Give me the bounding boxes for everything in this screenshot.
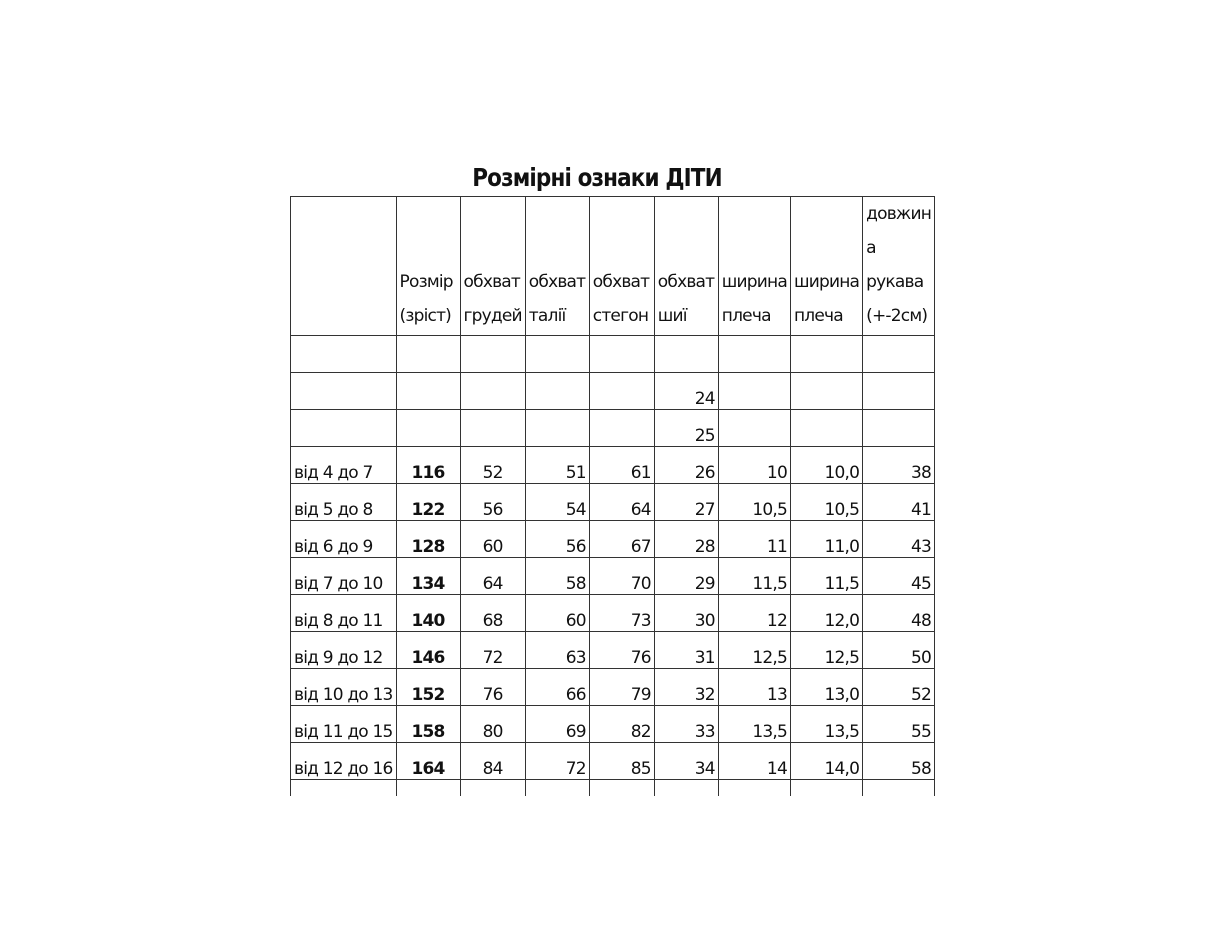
measurement-cell: 84 (460, 743, 525, 780)
measurement-cell (863, 336, 935, 373)
header-cell-line: (+-2см) (866, 306, 928, 326)
size-cell: 146 (396, 632, 460, 669)
table-row (291, 706, 935, 743)
measurement-cell (790, 373, 862, 410)
header-cell (790, 197, 862, 336)
measurement-cell: 12,5 (790, 632, 862, 669)
measurement-cell: 10 (718, 447, 790, 484)
measurement-cell: 68 (460, 595, 525, 632)
measurement-cell (525, 373, 589, 410)
header-cell (291, 197, 397, 336)
header-row (291, 197, 935, 336)
measurement-cell (718, 336, 790, 373)
header-cell-line: обхват (528, 272, 586, 292)
measurement-cell: 60 (460, 521, 525, 558)
measurement-cell: 56 (460, 484, 525, 521)
measurement-cell: 52 (863, 669, 935, 706)
measurement-cell: 85 (589, 743, 654, 780)
header-cell-line: Розмір (399, 272, 453, 292)
header-cell-line: (зріст) (399, 306, 451, 326)
size-cell (396, 373, 460, 410)
table-row (291, 336, 935, 373)
measurement-cell: 58 (525, 558, 589, 595)
size-cell: 158 (396, 706, 460, 743)
measurement-cell: 11,0 (790, 521, 862, 558)
trailing-cell (718, 780, 790, 797)
table-row (291, 410, 935, 447)
measurement-cell (589, 373, 654, 410)
trailing-cell (589, 780, 654, 797)
table-row (291, 484, 935, 521)
header-cell (396, 197, 460, 336)
size-cell: 116 (396, 447, 460, 484)
measurement-cell (790, 410, 862, 447)
measurement-cell (790, 336, 862, 373)
measurement-cell: 13,5 (718, 706, 790, 743)
trailing-cell (396, 780, 460, 797)
measurement-cell: 41 (863, 484, 935, 521)
header-cell-line: а рукава (866, 238, 924, 292)
age-range-cell (291, 373, 397, 410)
measurement-cell: 63 (525, 632, 589, 669)
measurement-cell: 27 (654, 484, 718, 521)
measurement-cell: 38 (863, 447, 935, 484)
age-range-cell: від 8 до 11 (291, 595, 397, 632)
size-cell (396, 336, 460, 373)
measurement-cell: 82 (589, 706, 654, 743)
table-row (291, 595, 935, 632)
measurement-cell: 10,5 (718, 484, 790, 521)
size-cell: 128 (396, 521, 460, 558)
measurement-cell: 72 (525, 743, 589, 780)
measurement-cell: 50 (863, 632, 935, 669)
measurement-cell: 79 (589, 669, 654, 706)
measurement-cell: 56 (525, 521, 589, 558)
table-row (291, 669, 935, 706)
measurement-cell: 52 (460, 447, 525, 484)
measurement-cell: 25 (654, 410, 718, 447)
measurement-cell: 29 (654, 558, 718, 595)
measurement-cell: 76 (460, 669, 525, 706)
header-cell-line: обхват (463, 272, 521, 292)
table-row (291, 558, 935, 595)
measurement-cell (460, 336, 525, 373)
measurement-cell: 60 (525, 595, 589, 632)
measurement-cell: 51 (525, 447, 589, 484)
age-range-cell: від 4 до 7 (291, 447, 397, 484)
measurement-cell: 64 (589, 484, 654, 521)
age-range-cell (291, 410, 397, 447)
header-cell (589, 197, 654, 336)
measurement-cell: 69 (525, 706, 589, 743)
table-trailing-edge (291, 780, 935, 797)
size-cell: 134 (396, 558, 460, 595)
measurement-cell: 66 (525, 669, 589, 706)
measurement-cell: 64 (460, 558, 525, 595)
trailing-cell (525, 780, 589, 797)
measurement-cell: 26 (654, 447, 718, 484)
table-row (291, 447, 935, 484)
measurement-cell: 13,0 (790, 669, 862, 706)
measurement-cell: 48 (863, 595, 935, 632)
trailing-cell (460, 780, 525, 797)
header-cell (460, 197, 525, 336)
header-cell-line: талії (528, 306, 566, 326)
header-cell-line: плеча (721, 306, 771, 326)
age-range-cell: від 11 до 15 (291, 706, 397, 743)
measurement-cell: 45 (863, 558, 935, 595)
size-cell: 164 (396, 743, 460, 780)
measurement-cell: 14 (718, 743, 790, 780)
size-cell: 152 (396, 669, 460, 706)
table-title: Розмірні ознаки ДІТИ (472, 163, 722, 192)
age-range-cell: від 7 до 10 (291, 558, 397, 595)
age-range-cell: від 10 до 13 (291, 669, 397, 706)
header-cell (718, 197, 790, 336)
measurement-cell: 58 (863, 743, 935, 780)
size-chart-table (290, 196, 935, 796)
header-cell (525, 197, 589, 336)
measurement-cell (525, 336, 589, 373)
header-cell (863, 197, 935, 336)
measurement-cell: 33 (654, 706, 718, 743)
measurement-cell: 80 (460, 706, 525, 743)
size-cell (396, 410, 460, 447)
measurement-cell: 31 (654, 632, 718, 669)
size-cell: 122 (396, 484, 460, 521)
measurement-cell: 54 (525, 484, 589, 521)
measurement-cell: 12,5 (718, 632, 790, 669)
measurement-cell (718, 373, 790, 410)
age-range-cell (291, 336, 397, 373)
measurement-cell (863, 373, 935, 410)
table-row (291, 521, 935, 558)
trailing-cell (654, 780, 718, 797)
measurement-cell (525, 410, 589, 447)
measurement-cell: 11,5 (718, 558, 790, 595)
age-range-cell: від 6 до 9 (291, 521, 397, 558)
trailing-cell (863, 780, 935, 797)
header-cell-line: шиї (657, 306, 687, 326)
measurement-cell: 72 (460, 632, 525, 669)
header-cell-line: плеча (793, 306, 843, 326)
measurement-cell: 76 (589, 632, 654, 669)
measurement-cell: 32 (654, 669, 718, 706)
age-range-cell: від 12 до 16 (291, 743, 397, 780)
measurement-cell: 28 (654, 521, 718, 558)
header-cell-line: обхват (592, 272, 650, 292)
measurement-cell: 12 (718, 595, 790, 632)
header-cell-line: грудей (463, 306, 522, 326)
trailing-cell (291, 780, 397, 797)
header-cell-line: обхват (657, 272, 715, 292)
measurement-cell (718, 410, 790, 447)
measurement-cell: 14,0 (790, 743, 862, 780)
table-body (291, 197, 935, 797)
measurement-cell (589, 336, 654, 373)
age-range-cell: від 9 до 12 (291, 632, 397, 669)
measurement-cell: 61 (589, 447, 654, 484)
header-cell-line: стегон (592, 306, 649, 326)
measurement-cell: 30 (654, 595, 718, 632)
measurement-cell: 11,5 (790, 558, 862, 595)
header-cell-line: ширина (793, 272, 860, 292)
measurement-cell (863, 410, 935, 447)
table-row (291, 743, 935, 780)
measurement-cell: 13 (718, 669, 790, 706)
measurement-cell (654, 336, 718, 373)
measurement-cell: 43 (863, 521, 935, 558)
measurement-cell (460, 373, 525, 410)
measurement-cell: 11 (718, 521, 790, 558)
measurement-cell: 13,5 (790, 706, 862, 743)
table-row (291, 632, 935, 669)
measurement-cell (589, 410, 654, 447)
measurement-cell (460, 410, 525, 447)
measurement-cell: 55 (863, 706, 935, 743)
measurement-cell: 10,0 (790, 447, 862, 484)
measurement-cell: 12,0 (790, 595, 862, 632)
measurement-cell: 73 (589, 595, 654, 632)
header-cell (654, 197, 718, 336)
measurement-cell: 34 (654, 743, 718, 780)
trailing-cell (790, 780, 862, 797)
table-row (291, 373, 935, 410)
size-cell: 140 (396, 595, 460, 632)
measurement-cell: 10,5 (790, 484, 862, 521)
header-cell-line: ширина (721, 272, 787, 292)
age-range-cell: від 5 до 8 (291, 484, 397, 521)
measurement-cell: 24 (654, 373, 718, 410)
measurement-cell: 70 (589, 558, 654, 595)
header-cell-line: довжин (866, 204, 932, 224)
measurement-cell: 67 (589, 521, 654, 558)
